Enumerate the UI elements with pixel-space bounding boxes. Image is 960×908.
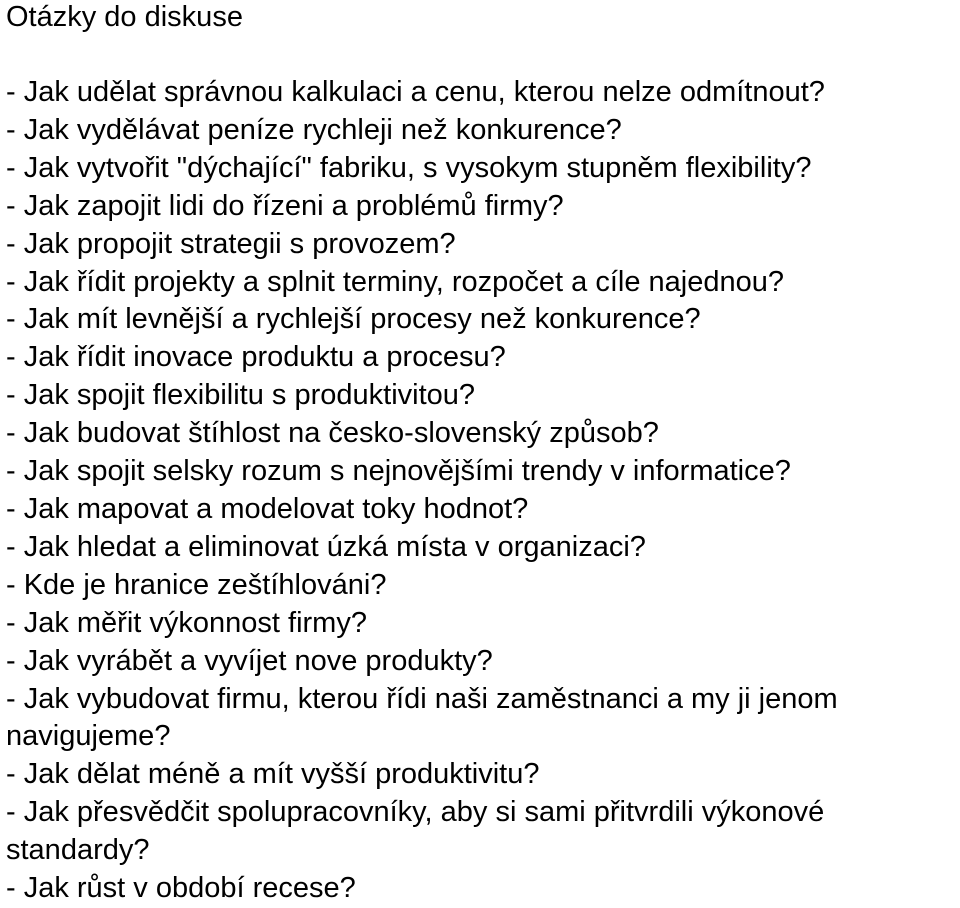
question-item: - Jak vybudovat firmu, kterou řídi naši zaměstnanci a my ji jenom navigujeme? xyxy=(6,682,838,753)
question-item: - Jak zapojit lidi do řízeni a problémů firmy? xyxy=(6,189,564,222)
question-item: - Jak mapovat a modelovat toky hodnot? xyxy=(6,492,529,525)
question-item: - Jak měřit výkonnost firmy? xyxy=(6,606,367,639)
question-item: - Jak spojit flexibilitu s produktivitou? xyxy=(6,379,476,412)
question-item: - Jak řídit inovace produktu a procesu? xyxy=(6,341,506,374)
question-item: - Jak budovat štíhlost na česko-slovenský způsob? xyxy=(6,417,659,450)
question-item: - Jak dělat méně a mít vyšší produktivitu? xyxy=(6,758,540,791)
question-item: - Jak spojit selsky rozum s nejnovějšími trendy v informatice? xyxy=(6,455,791,488)
question-item: - Jak mít levnější a rychlejší procesy než konkurence? xyxy=(6,303,701,336)
question-item: - Jak přesvědčit spolupracovníky, aby si sami přitvrdili výkonové standardy? xyxy=(6,796,825,867)
question-item: - Kde je hranice zeštíhlováni? xyxy=(6,568,387,601)
question-item: - Jak řídit projekty a splnit terminy, rozpočet a cíle najednou? xyxy=(6,265,785,298)
question-item: - Jak růst v období recese? xyxy=(6,872,356,905)
question-item: - Jak udělat správnou kalkulaci a cenu, kterou nelze odmítnout? xyxy=(6,76,825,108)
question-item: - Jak vyrábět a vyvíjet nove produkty? xyxy=(6,644,493,677)
question-list xyxy=(6,74,960,908)
question-item: - Jak hledat a eliminovat úzká místa v organizaci? xyxy=(6,530,646,563)
question-item: - Jak vydělávat peníze rychleji než konkurence? xyxy=(6,113,622,146)
page-title: Otázky do diskuse xyxy=(6,1,243,33)
question-item: - Jak vytvořit "dýchající" fabriku, s vysokym stupněm flexibility? xyxy=(6,151,812,184)
question-item: - Jak propojit strategii s provozem? xyxy=(6,227,456,260)
